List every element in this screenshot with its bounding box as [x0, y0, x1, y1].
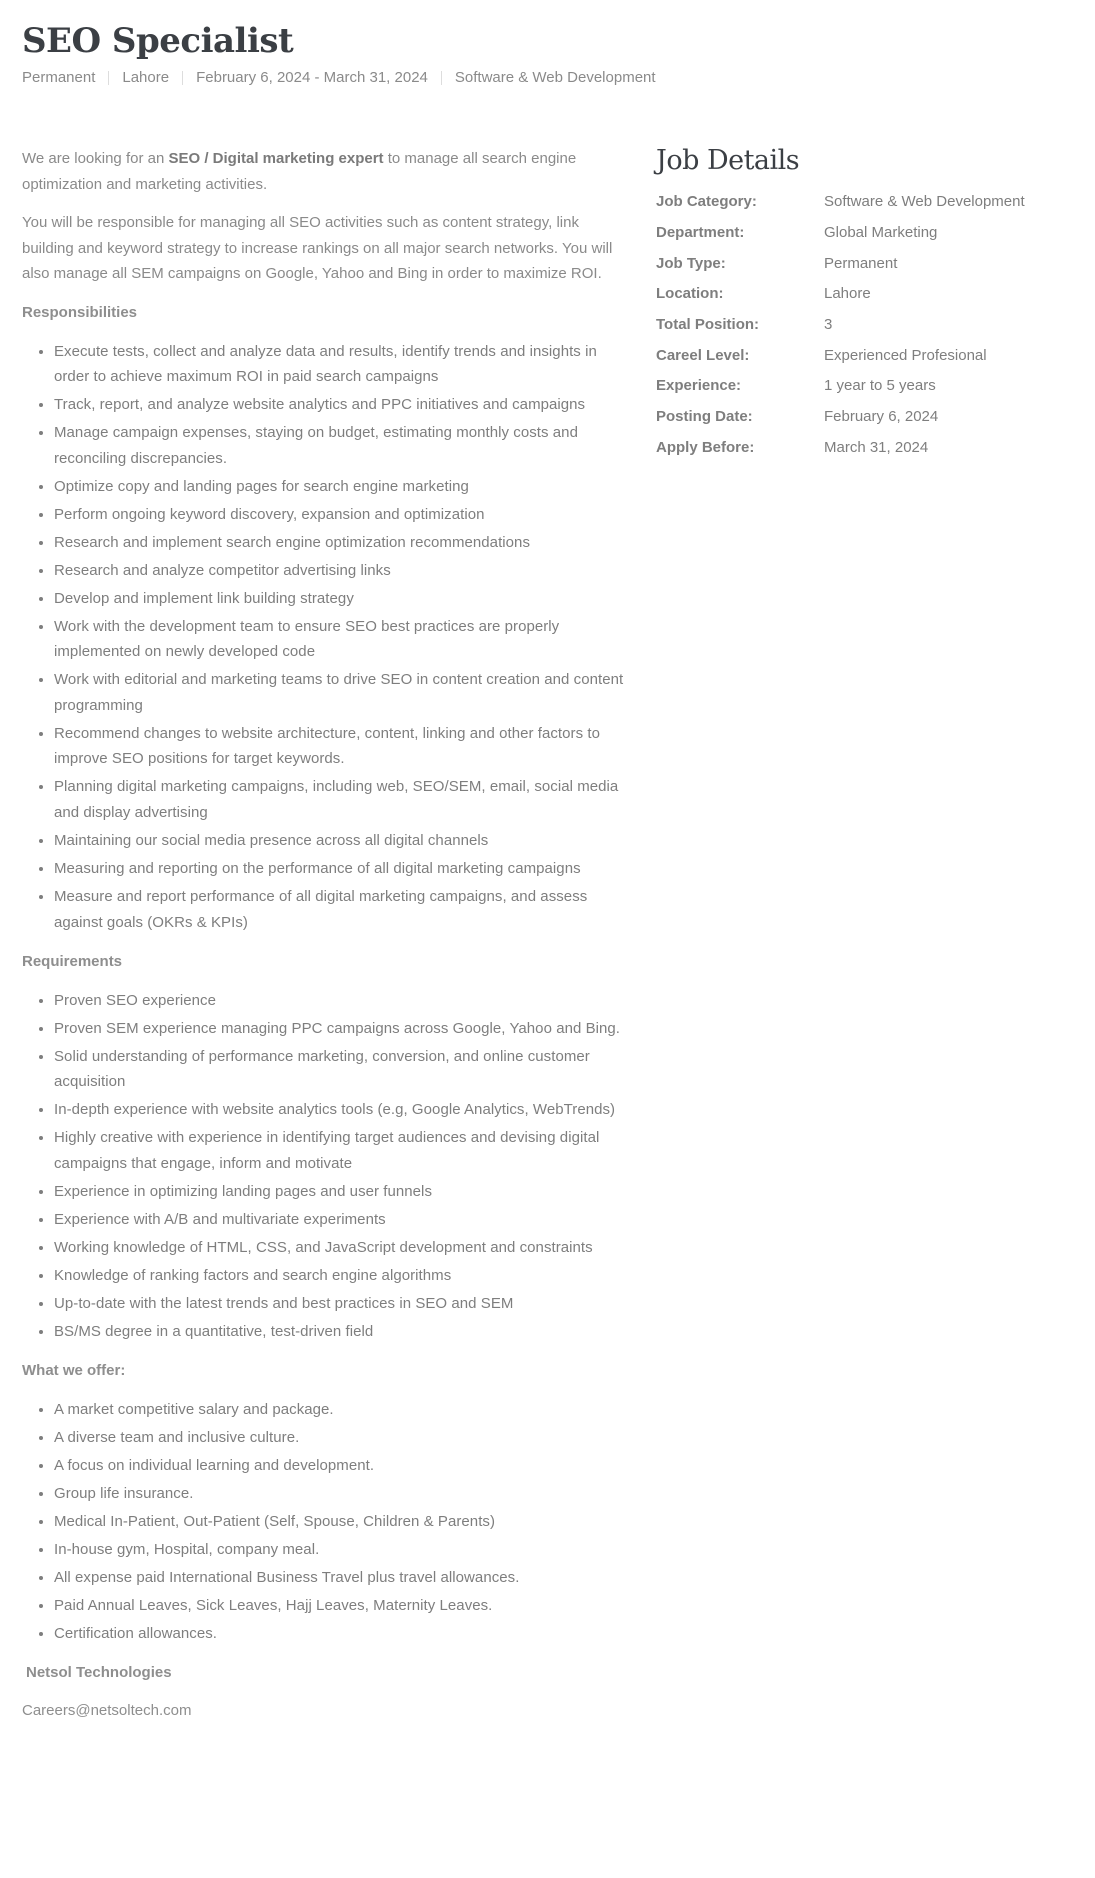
list-item: • Up-to-date with the latest trends and best practices in SEO and SEM — [54, 1291, 632, 1317]
company-name: Netsol Technologies — [26, 1664, 172, 1682]
detail-row — [656, 433, 1076, 464]
intro-highlight: SEO / Digital marketing expert — [168, 150, 384, 167]
list-item: • Proven SEO experience — [54, 988, 632, 1014]
responsibility-paragraph: You will be responsible for managing all SEO activities such as content strategy, link building and keyword strategy to increase rankings on all major search networks. You will also manage all SEM campaigns on Google, Yahoo and Bing in order to maximize ROI. — [22, 214, 613, 283]
list-item: • Research and implement search engine optimization recommendations — [54, 530, 632, 556]
list-item: • Highly creative with experience in identifying target audiences and devising digital campaigns that engage, inform and motivate — [54, 1125, 632, 1176]
intro-text: We are looking for an — [22, 150, 169, 167]
detail-label: Posting Date: — [656, 408, 753, 426]
detail-value: Lahore — [824, 285, 871, 303]
detail-label: Experience: — [656, 377, 742, 395]
meta-category: Software & Web Development — [454, 69, 656, 86]
detail-row — [656, 279, 1076, 310]
list-item: • A diverse team and inclusive culture. — [54, 1425, 632, 1451]
list-item: • Working knowledge of HTML, CSS, and JavaScript development and constraints — [54, 1235, 632, 1261]
detail-value: March 31, 2024 — [824, 438, 929, 456]
detail-label: Apply Before: — [656, 438, 755, 456]
page-title: SEO Specialist — [22, 21, 294, 61]
list-item: • All expense paid International Business Travel plus travel allowances. — [54, 1565, 632, 1591]
intro-paragraph — [22, 146, 632, 197]
requirements-heading: Requirements — [22, 953, 123, 971]
detail-row — [656, 310, 1076, 341]
detail-label: Job Type: — [656, 254, 726, 272]
list-item: • Execute tests, collect and analyze data and results, identify trends and insights in order to achieve maximum ROI in paid search campaigns — [54, 339, 632, 390]
detail-value: February 6, 2024 — [824, 408, 939, 426]
contact-email[interactable]: Careers@netsoltech.com — [22, 1701, 192, 1719]
detail-value: Software & Web Development — [824, 193, 1025, 211]
detail-row — [656, 218, 1076, 249]
meta-divider — [182, 71, 183, 85]
list-item: • In-depth experience with website analytics tools (e.g, Google Analytics, WebTrends) — [54, 1097, 632, 1123]
meta-divider — [108, 71, 109, 85]
list-item: • Develop and implement link building strategy — [54, 586, 632, 612]
list-item: • Perform ongoing keyword discovery, expansion and optimization — [54, 502, 632, 528]
job-details-panel — [656, 141, 1076, 463]
list-item: • In-house gym, Hospital, company meal. — [54, 1537, 632, 1563]
detail-row — [656, 402, 1076, 433]
detail-row — [656, 187, 1076, 218]
meta-divider — [441, 71, 442, 85]
detail-label: Careel Level: — [656, 346, 750, 364]
detail-row — [656, 371, 1076, 402]
list-item: • Proven SEM experience managing PPC campaigns across Google, Yahoo and Bing. — [54, 1016, 632, 1042]
list-item: • Planning digital marketing campaigns, including web, SEO/SEM, email, social media and display advertising — [54, 774, 632, 825]
detail-label: Total Position: — [656, 316, 760, 334]
responsibilities-list — [22, 339, 632, 936]
list-item: • Paid Annual Leaves, Sick Leaves, Hajj Leaves, Maternity Leaves. — [54, 1593, 632, 1619]
intro-text: to manage all search engine optimization and marketing activities. — [22, 150, 577, 193]
list-item: • Experience with A/B and multivariate experiments — [54, 1207, 632, 1233]
list-item: • Experience in optimizing landing pages and user funnels — [54, 1179, 632, 1205]
list-item: • Certification allowances. — [54, 1621, 632, 1647]
offer-list — [22, 1397, 632, 1646]
list-item: • Measure and report performance of all digital marketing campaigns, and assess against goals (OKRs & KPIs) — [54, 884, 632, 935]
job-description — [22, 146, 632, 1724]
detail-value: 1 year to 5 years — [824, 377, 936, 395]
detail-label: Department: — [656, 224, 745, 242]
meta-date-range: February 6, 2024 - March 31, 2024 — [196, 69, 428, 86]
list-item: • Optimize copy and landing pages for search engine marketing — [54, 474, 632, 500]
list-item: • Maintaining our social media presence across all digital channels — [54, 828, 632, 854]
list-item: • Solid understanding of performance marketing, conversion, and online customer acquisition — [54, 1044, 632, 1095]
list-item: • Work with the development team to ensure SEO best practices are properly implemented on newly developed code — [54, 614, 632, 665]
requirements-list — [22, 988, 632, 1345]
list-item: • Knowledge of ranking factors and search engine algorithms — [54, 1263, 632, 1289]
offer-heading: What we offer: — [22, 1362, 126, 1380]
detail-value: Experienced Profesional — [824, 346, 987, 364]
detail-row — [656, 340, 1076, 371]
job-details-title: Job Details — [656, 145, 800, 176]
list-item: • Medical In-Patient, Out-Patient (Self, Spouse, Children & Parents) — [54, 1509, 632, 1535]
list-item: • Manage campaign expenses, staying on budget, estimating monthly costs and reconciling discrepancies. — [54, 420, 632, 471]
list-item: • Recommend changes to website architecture, content, linking and other factors to improve SEO positions for target keywords. — [54, 721, 632, 772]
detail-row — [656, 248, 1076, 279]
detail-label: Location: — [656, 285, 724, 303]
list-item: • Group life insurance. — [54, 1481, 632, 1507]
list-item: • Work with editorial and marketing teams to drive SEO in content creation and content programming — [54, 667, 632, 718]
meta-job-type: Permanent — [22, 69, 96, 86]
job-meta-bar — [22, 68, 656, 88]
meta-location: Lahore — [122, 69, 170, 86]
detail-value: 3 — [824, 316, 833, 334]
responsibilities-heading: Responsibilities — [22, 303, 138, 321]
list-item: • Measuring and reporting on the performance of all digital marketing campaigns — [54, 856, 632, 882]
job-details-rows — [656, 187, 1076, 463]
list-item: • A market competitive salary and package. — [54, 1397, 632, 1423]
list-item: • Track, report, and analyze website analytics and PPC initiatives and campaigns — [54, 392, 632, 418]
list-item: • BS/MS degree in a quantitative, test-driven field — [54, 1319, 632, 1345]
detail-value: Permanent — [824, 254, 898, 272]
list-item: • Research and analyze competitor advertising links — [54, 558, 632, 584]
detail-value: Global Marketing — [824, 224, 938, 242]
list-item: • A focus on individual learning and development. — [54, 1453, 632, 1479]
detail-label: Job Category: — [656, 193, 757, 211]
